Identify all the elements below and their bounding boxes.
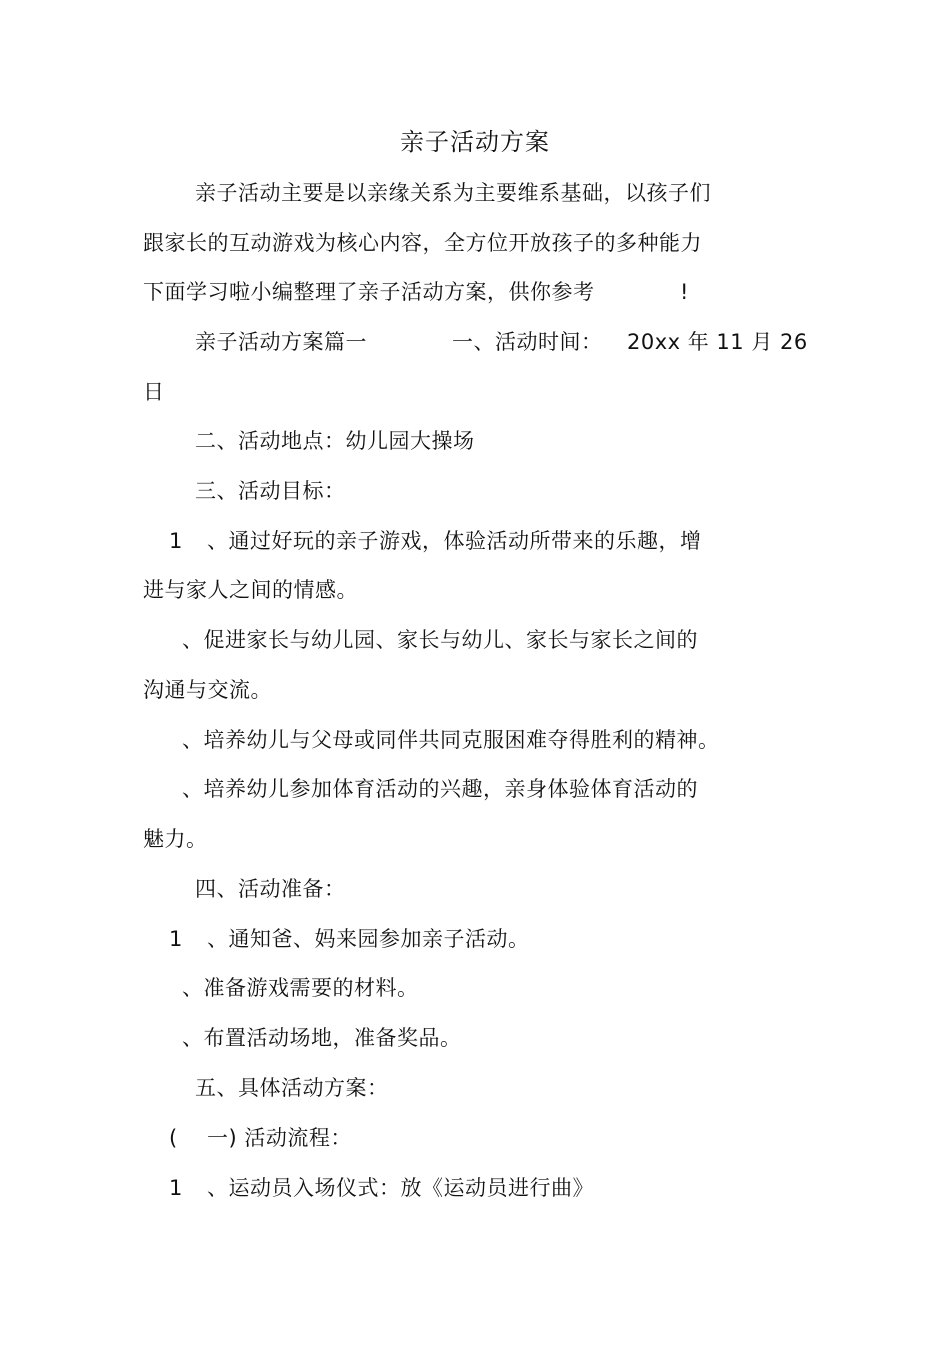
goal-3-line-1: 、培养幼儿与父母或同伴共同克服困难夺得胜利的精神。	[182, 728, 720, 752]
preparation-2: 、准备游戏需要的材料。	[182, 976, 419, 1000]
goals-heading: 三、活动目标：	[195, 479, 346, 503]
section-one-heading: 亲子活动方案篇一	[195, 330, 367, 354]
flow-open-paren: (	[169, 1126, 178, 1150]
step-1: 、运动员入场仪式：放《运动员进行曲》	[207, 1176, 594, 1200]
goal-2-line-1: 、促进家长与幼儿园、家长与幼儿、家长与家长之间的	[182, 628, 698, 652]
plan-heading: 五、具体活动方案：	[195, 1076, 389, 1100]
goal-1-number: 1	[169, 529, 183, 553]
intro-line-2: 跟家长的互动游戏为核心内容，全方位开放孩子的多种能力	[143, 231, 702, 255]
preparation-heading: 四、活动准备：	[195, 877, 346, 901]
activity-venue: 二、活动地点：幼儿园大操场	[195, 429, 475, 453]
preparation-3: 、布置活动场地，准备奖品。	[182, 1026, 462, 1050]
goal-4-line-1: 、培养幼儿参加体育活动的兴趣，亲身体验体育活动的	[182, 777, 698, 801]
intro-line-3-end: !	[680, 280, 689, 304]
preparation-1-number: 1	[169, 927, 183, 951]
activity-time-label: 一、活动时间：	[452, 330, 603, 354]
flow-label: 一) 活动流程：	[207, 1126, 352, 1150]
activity-time-tail: 日	[143, 380, 165, 404]
goal-1-line-2: 进与家人之间的情感。	[143, 578, 358, 602]
preparation-1: 、通知爸、妈来园参加亲子活动。	[207, 927, 530, 951]
goal-1-line-1: 、通过好玩的亲子游戏，体验活动所带来的乐趣，增	[207, 529, 702, 553]
goal-4-line-2: 魅力。	[143, 827, 208, 851]
goal-2-line-2: 沟通与交流。	[143, 678, 272, 702]
intro-line-1: 亲子活动主要是以亲缘关系为主要维系基础，以孩子们	[195, 181, 711, 205]
activity-time-value: 20xx 年 11 月 26	[627, 330, 808, 354]
page-title: 亲子活动方案	[400, 128, 550, 156]
step-1-number: 1	[169, 1176, 183, 1200]
intro-line-3: 下面学习啦小编整理了亲子活动方案，供你参考	[143, 280, 595, 304]
